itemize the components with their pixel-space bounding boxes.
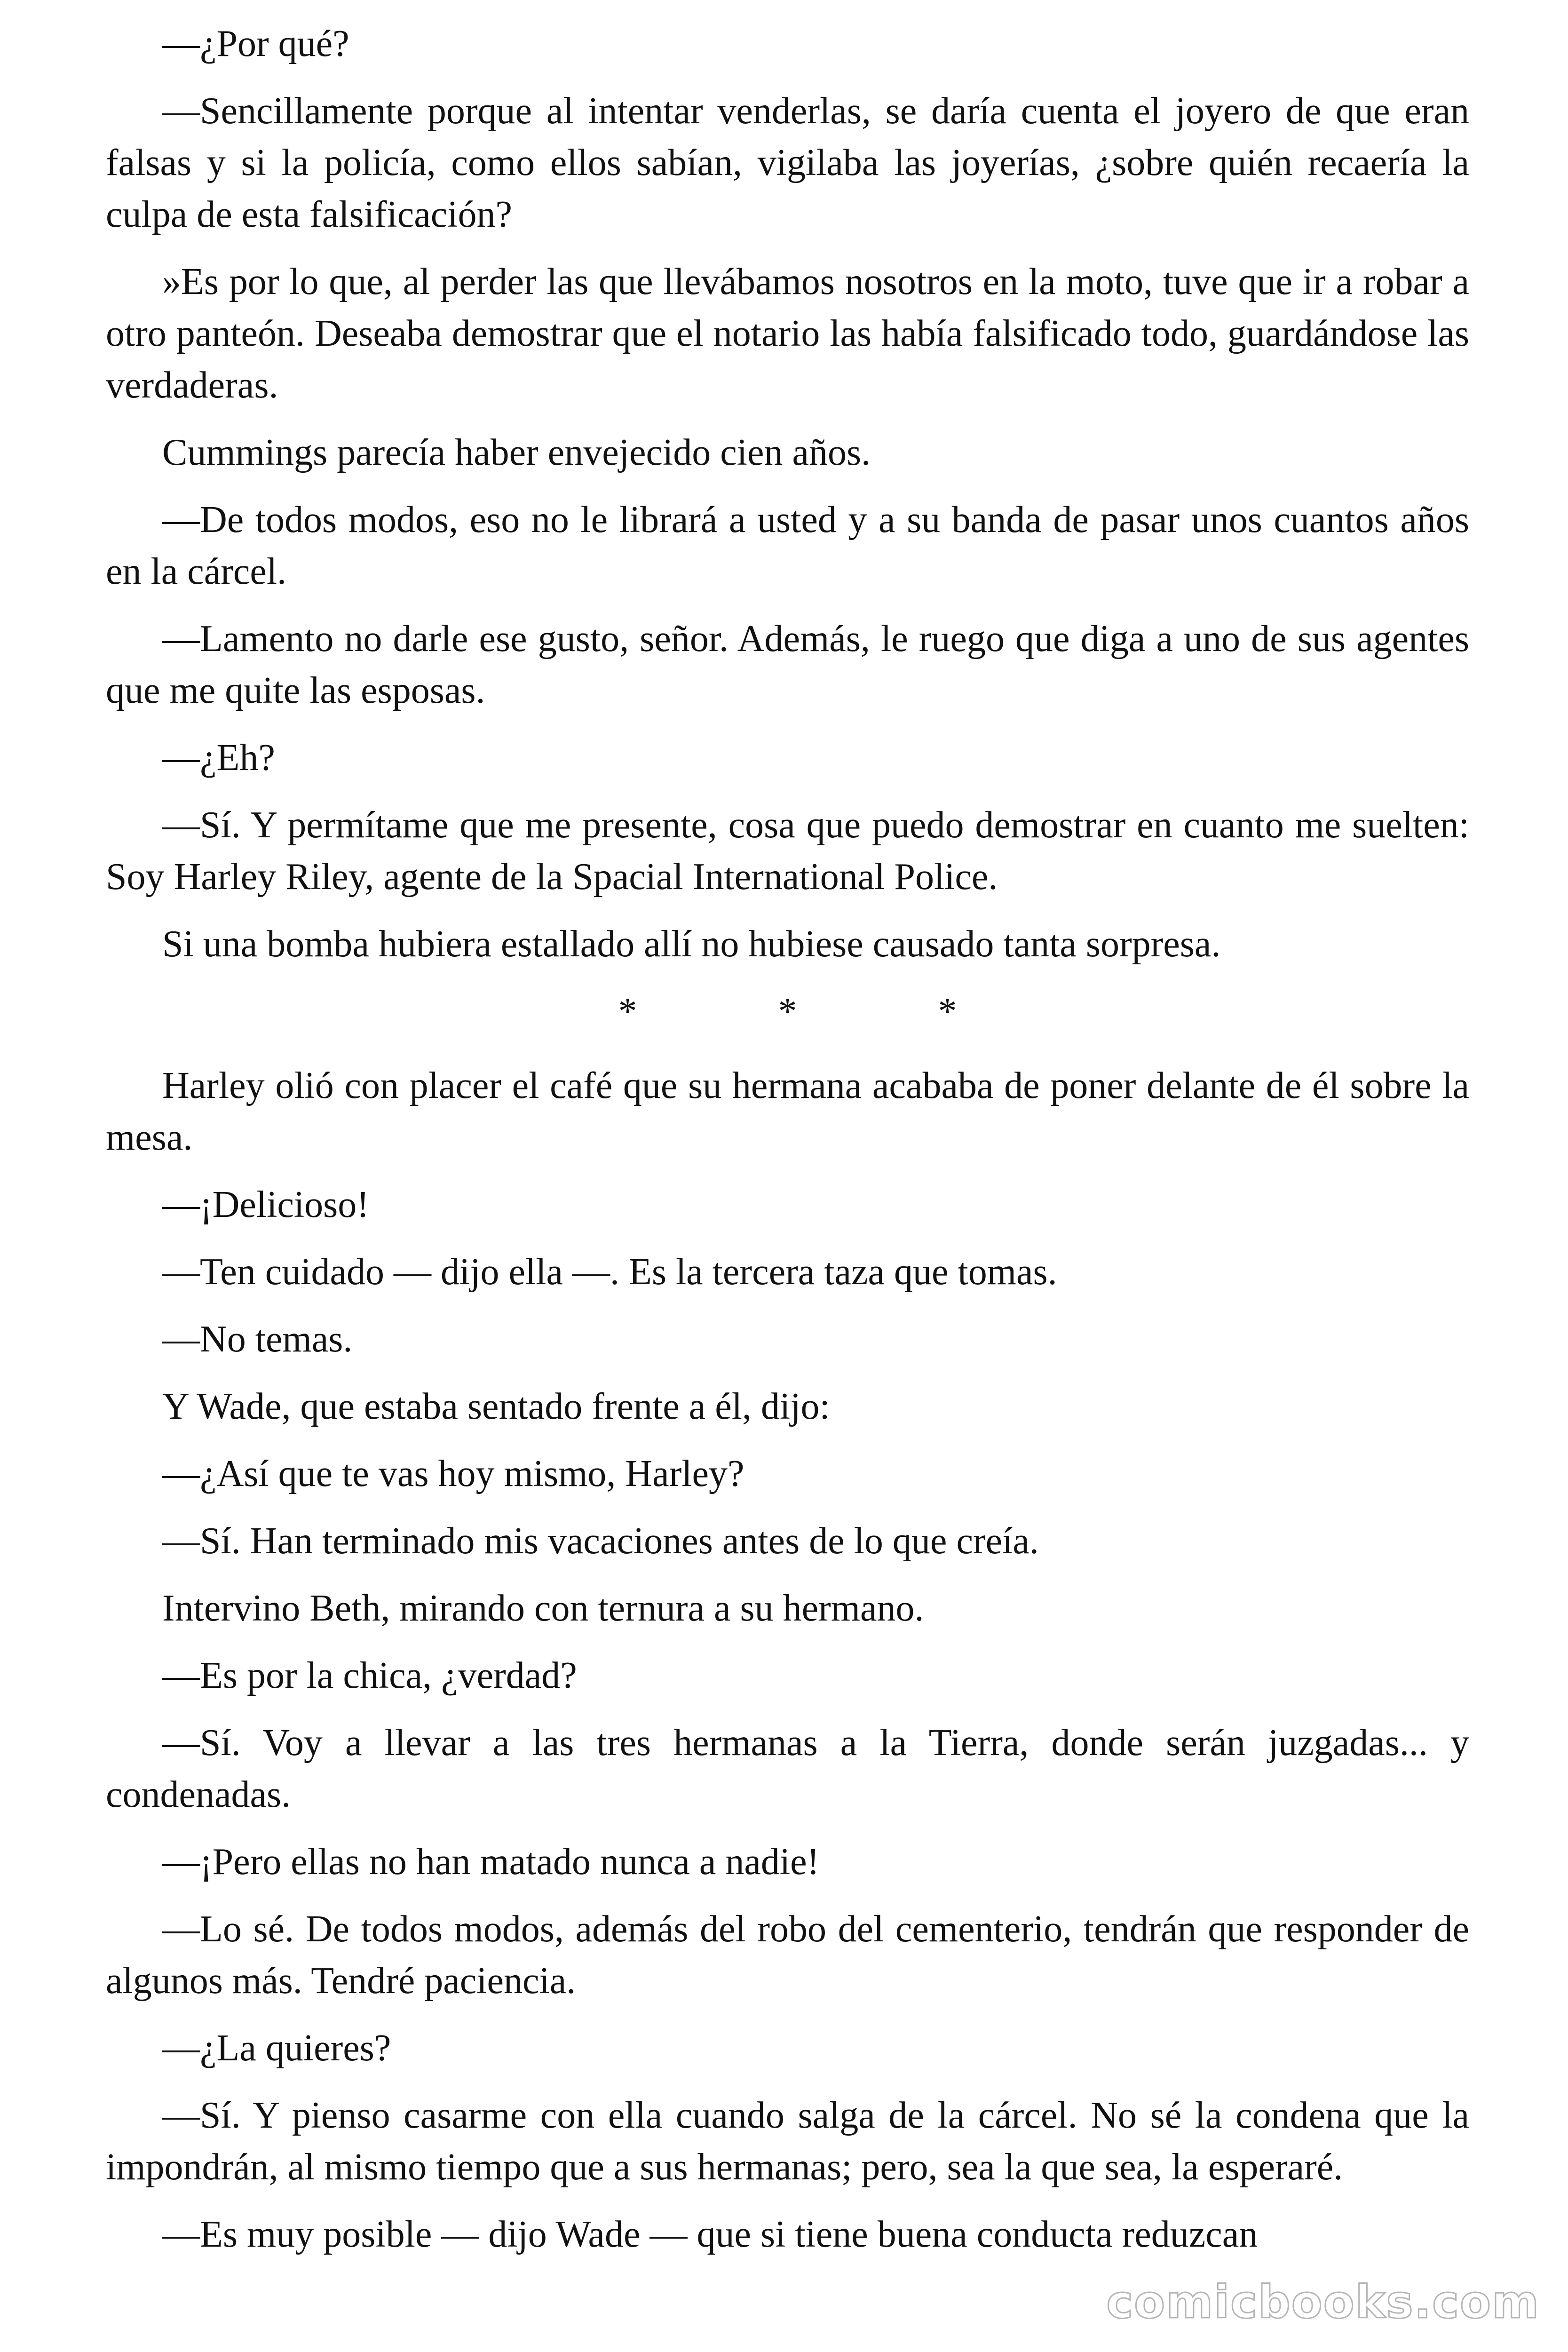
paragraph: —¿Así que te vas hoy mismo, Harley? bbox=[162, 1453, 744, 1494]
paragraph: »Es por lo que, al perder las que llevábamos nosotros en la moto, tuve que ir a robar a otro panteón. Deseaba demostrar que el notario las había falsificado todo, guardándose las verdaderas. bbox=[106, 261, 1469, 406]
paragraph: —¿Por qué? bbox=[162, 23, 349, 64]
paragraph: —Es muy posible — dijo Wade — que si tiene buena conducta reduzcan bbox=[162, 2214, 1258, 2255]
paragraph: Si una bomba hubiera estallado allí no hubiese causado tanta sorpresa. bbox=[162, 923, 1221, 965]
paragraph: —Sí. Y pienso casarme con ella cuando salga de la cárcel. No sé la condena que la impondrán, al mismo tiempo que a sus hermanas; pero, sea la que sea, la esperaré. bbox=[106, 2095, 1469, 2188]
paragraph: —Lo sé. De todos modos, además del robo del cementerio, tendrán que responder de algunos más. Tendré paciencia. bbox=[106, 1908, 1469, 2002]
text-block bbox=[106, 18, 1469, 2276]
watermark: comicbooks.com bbox=[1106, 2276, 1540, 2328]
paragraph: —Ten cuidado — dijo ella —. Es la tercera taza que tomas. bbox=[162, 1251, 1057, 1293]
paragraph: —De todos modos, eso no le librará a usted y a su banda de pasar unos cuantos años en la cárcel. bbox=[106, 499, 1469, 592]
paragraph: —¡Pero ellas no han matado nunca a nadie! bbox=[162, 1841, 820, 1883]
paragraph: Cummings parecía haber envejecido cien años. bbox=[162, 432, 871, 473]
paragraph: —Sí. Y permítame que me presente, cosa que puedo demostrar en cuanto me suelten: Soy Harley Riley, agente de la Spacial International Police. bbox=[106, 804, 1469, 898]
paragraph: —Sí. Voy a llevar a las tres hermanas a la Tierra, donde serán juzgadas... y condenadas. bbox=[106, 1722, 1469, 1815]
paragraph: Y Wade, que estaba sentado frente a él, dijo: bbox=[162, 1386, 830, 1427]
paragraph: —¡Delicioso! bbox=[162, 1184, 369, 1225]
section-separator: * * * bbox=[618, 991, 1023, 1032]
paragraph: Intervino Beth, mirando con ternura a su hermano. bbox=[162, 1588, 924, 1629]
paragraph: —¿La quieres? bbox=[162, 2027, 391, 2069]
paragraph: —¿Eh? bbox=[162, 737, 275, 779]
paragraph: —Sencillamente porque al intentar venderlas, se daría cuenta el joyero de que eran falsas y si la policía, como ellos sabían, vigilaba las joyerías, ¿sobre quién recaería la culpa de esta falsificación? bbox=[106, 90, 1469, 235]
paragraph: —Sí. Han terminado mis vacaciones antes de lo que creía. bbox=[162, 1520, 1039, 1562]
paragraph: —Es por la chica, ¿verdad? bbox=[162, 1655, 577, 1696]
paragraph: —No temas. bbox=[162, 1319, 353, 1360]
paragraph: Harley olió con placer el café que su hermana acababa de poner delante de él sobre la mesa. bbox=[106, 1065, 1469, 1158]
paragraph: —Lamento no darle ese gusto, señor. Además, le ruego que diga a uno de sus agentes que me quite las esposas. bbox=[106, 618, 1469, 711]
